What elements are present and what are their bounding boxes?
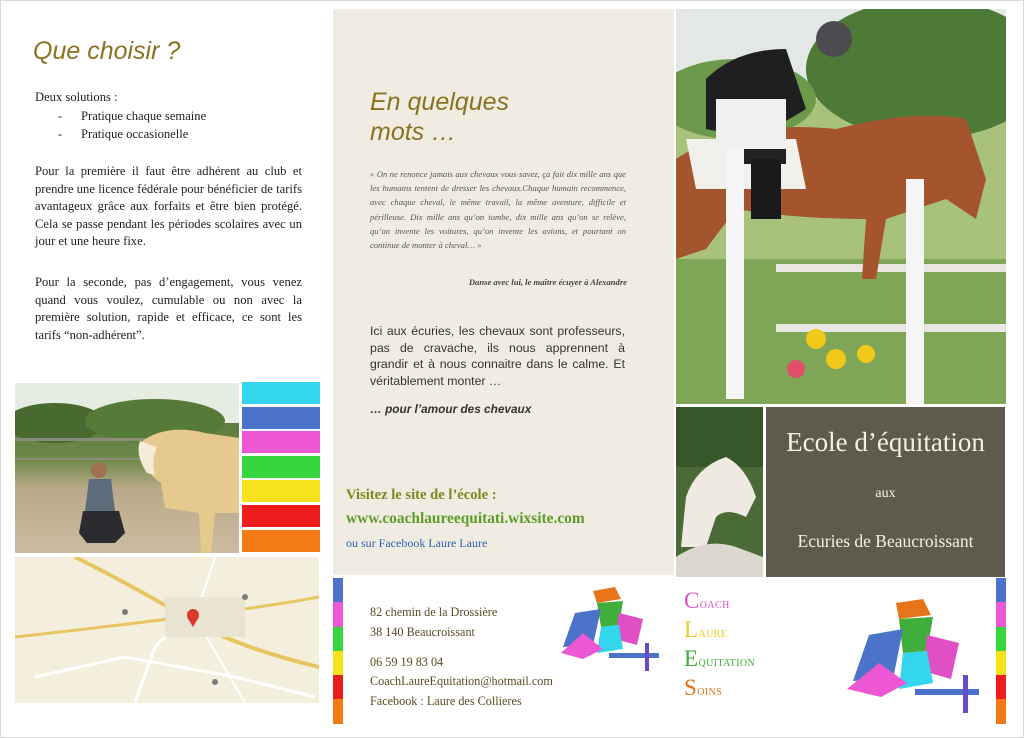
swatch-orange xyxy=(242,530,320,552)
cles-acronym xyxy=(684,588,755,704)
photo-woman-with-horse xyxy=(15,383,239,553)
option-item: - Pratique chaque semaine xyxy=(58,107,206,125)
color-swatches xyxy=(242,382,320,554)
school-place: Ecuries de Beaucroissant xyxy=(797,531,974,551)
swatch-cyan xyxy=(242,382,320,404)
swatch-yellow xyxy=(242,480,320,502)
option-item: - Pratique occasionelle xyxy=(58,125,206,143)
phone-number: 06 59 19 83 04 xyxy=(370,654,444,669)
email-address[interactable]: CoachLaureEquitation@hotmail.com xyxy=(370,674,553,689)
visit-label: Visitez le site de l’école : xyxy=(346,487,497,503)
description-paragraph: Ici aux écuries, les chevaux sont professeurs, pas de cravache, ils nous apprennent à grandir et à nous connaitre dans le calme. Et véritablement monter … xyxy=(370,324,625,388)
quote-source: Danse avec lui, le maître écuyer à Alexandre xyxy=(468,277,627,287)
facebook-contact: Facebook : Laure des Collieres xyxy=(370,694,522,709)
contact-block xyxy=(370,603,553,712)
school-title: Ecole d’équitation xyxy=(786,427,985,457)
swatch-magenta xyxy=(242,431,320,453)
section-title-mots: En quelques mots … xyxy=(370,88,510,146)
acronym-line-soins: Soins xyxy=(684,675,723,700)
acronym-line-equitation: Equitation xyxy=(684,646,756,671)
rider-logo-large xyxy=(841,595,986,720)
paragraph-second-option: Pour la seconde, pas d’engagement, vous venez quand vous voulez, cumulable ou non avec la première solution, rapide et efficace, ce sont les tarifs “non-adhérent”. xyxy=(35,275,302,342)
photo-white-horse xyxy=(676,407,763,577)
school-title-box xyxy=(766,407,1005,577)
swatch-green xyxy=(242,456,320,478)
location-map xyxy=(15,557,319,703)
swatch-blue xyxy=(242,407,320,429)
options-list xyxy=(58,107,206,143)
quote-text: « On ne renonce jamais aux chevaux vous savez, ça fait dix mille ans que les humains tentent de dresser les chevaux.Chaque humain recommence, avec chaque cheval, le même travail, la même aventure, difficile et périlleuse. Dix mille ans qu’on tombe, dix mille ans qu’on se relève, qu’on invente les voitures, qu’on invente les avions, et pourtant on continue de monter à cheval… » xyxy=(370,169,626,251)
facebook-link[interactable]: ou sur Facebook Laure Laure xyxy=(346,536,488,550)
acronym-line-laure: Laure xyxy=(684,617,728,642)
address-line-1: 82 chemin de la Drossière xyxy=(370,605,498,619)
rider-logo-small xyxy=(553,583,663,675)
swatch-red xyxy=(242,505,320,527)
color-strip-left xyxy=(333,578,343,724)
title-aux: aux xyxy=(875,486,896,501)
color-strip-right xyxy=(996,578,1006,724)
section-title-choisir: Que choisir ? xyxy=(33,37,181,65)
intro-text: Deux solutions : xyxy=(35,90,118,104)
photo-show-jumping xyxy=(676,9,1006,404)
acronym-line-coach: Coach xyxy=(684,588,730,613)
paragraph-first-option: Pour la première il faut être adhérent au club et prendre une licence fédérale pour bénéficier de tarifs avantageux grâce aux forfaits et être bien protégé. Cela se passe pendant les périodes scolaires avec un jour et une heure fixe. xyxy=(35,164,302,248)
address-line-2: 38 140 Beaucroissant xyxy=(370,624,475,639)
website-link[interactable]: www.coachlaureequitati.wixsite.com xyxy=(346,510,585,527)
tagline: … pour l’amour des chevaux xyxy=(370,402,532,416)
